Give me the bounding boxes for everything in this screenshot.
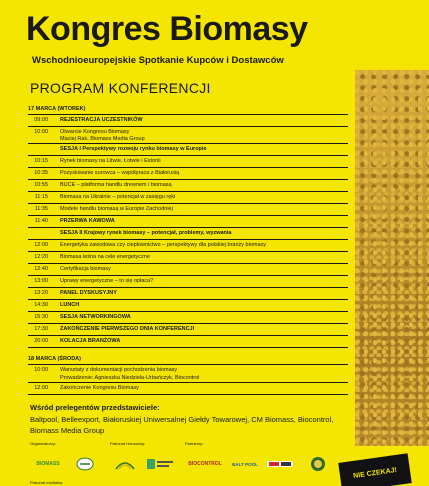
agenda-row: 10:00 Otwarcie Kongresu Biomasy Maciej Rak, Biomass Media Group <box>28 126 348 144</box>
day-header: 17 MARCA (WTOREK) <box>28 104 348 114</box>
agenda-row: 10:15 Rynek biomasy na Litwie, Łotwie i Estonii <box>28 156 348 168</box>
organizers-label: Organizatorzy: <box>30 441 57 446</box>
agenda-row: 11:40 PRZERWA KAWOWA <box>28 216 348 228</box>
agenda-row: 20:00 KOLACJA BRANŻOWA <box>28 336 348 348</box>
agenda-row: 12:00 Energetyka zawodowa czy ciepłownictwo – perspektywy dla polskiej branży biomasy <box>28 240 348 252</box>
program-heading: PROGRAM KONFERENCJI <box>30 80 211 96</box>
media-label: Patronat medialny: <box>30 480 64 485</box>
page-title: Kongres Biomasy <box>26 10 308 48</box>
agenda-row: 10:55 BUCE – platforma handlu drewnem i biomasą <box>28 180 348 192</box>
biocontrol-logo: BIOCONTROL <box>188 461 222 467</box>
agenda-row: 12:00 Zakończenie Kongresu Biomasy <box>28 383 348 395</box>
agenda-table <box>28 104 348 395</box>
day-header: 18 MARCA (ŚRODA) <box>28 348 348 365</box>
biomass-logo: BIOMASS <box>36 461 60 467</box>
partners-label: Partnerzy: <box>185 441 204 446</box>
biomass-photo <box>355 70 429 446</box>
page-subtitle: Wschodnioeuropejskie Spotkanie Kupców i Dostawców <box>32 55 284 66</box>
speakers-list: Baltpool, Belleexport, Białoruskiej Uniwersalnej Giełdy Towarowej, CM Biomass, Biocontrol, Biomass Media Group <box>30 415 334 435</box>
agenda-row: 10:00 Warsztaty z dokumentacji pochodzenia biomasy Prowadzenie: Agnieszka Niedziela-Urbańczyk, Biocontrol <box>28 365 348 383</box>
partner-logo-icon <box>266 455 294 473</box>
honorary-label: Patronat Honorowy: <box>110 441 146 446</box>
agenda-row: 09:00 REJESTRACJA UCZESTNIKÓW <box>28 114 348 126</box>
agenda-row: 17:30 ZAKOŃCZENIE PIERWSZEGO DNIA KONFERENCJI <box>28 324 348 336</box>
baltpool-logo: BALT POOL <box>232 461 258 467</box>
agenda-row: 11:35 Modele handlu biomasą w Europie Zachodniej <box>28 204 348 216</box>
agenda-row: 13:20 PANEL DYSKUSYJNY <box>28 288 348 300</box>
emblem-icon <box>308 455 328 473</box>
agenda-row: 10:35 Pozyskiwanie surowca – współpraca z Białorusią <box>28 168 348 180</box>
speakers-heading: Wśród prelegentów przedstawiciele: <box>30 403 160 412</box>
partner-logo-icon <box>74 455 96 473</box>
honorary-logo-icon <box>112 455 138 473</box>
agenda-row: 15:30 SESJA NETWORKINGOWA <box>28 312 348 324</box>
agenda-row: 12:40 Certyfikacja biomasy <box>28 264 348 276</box>
partner-logo-icon <box>145 455 175 473</box>
agenda-row: 13:00 Uprawy energetyczne – to się opłaca? <box>28 276 348 288</box>
session-row: SESJA II Krajowy rynek biomasy – potencjał, problemy, wyzwania <box>28 228 348 240</box>
agenda-row: 14:30 LUNCH <box>28 300 348 312</box>
agenda-row: 11:15 Biomasa na Ukrainie – potencjał w zasięgu ręki <box>28 192 348 204</box>
promo-badge[interactable]: NIE CZEKAJ! <box>338 453 411 486</box>
agenda-row: 12:20 Biomasa leśna na cele energetyczne <box>28 252 348 264</box>
session-row: SESJA I Perspektywy rozwoju rynku biomasy w Europie <box>28 144 348 156</box>
